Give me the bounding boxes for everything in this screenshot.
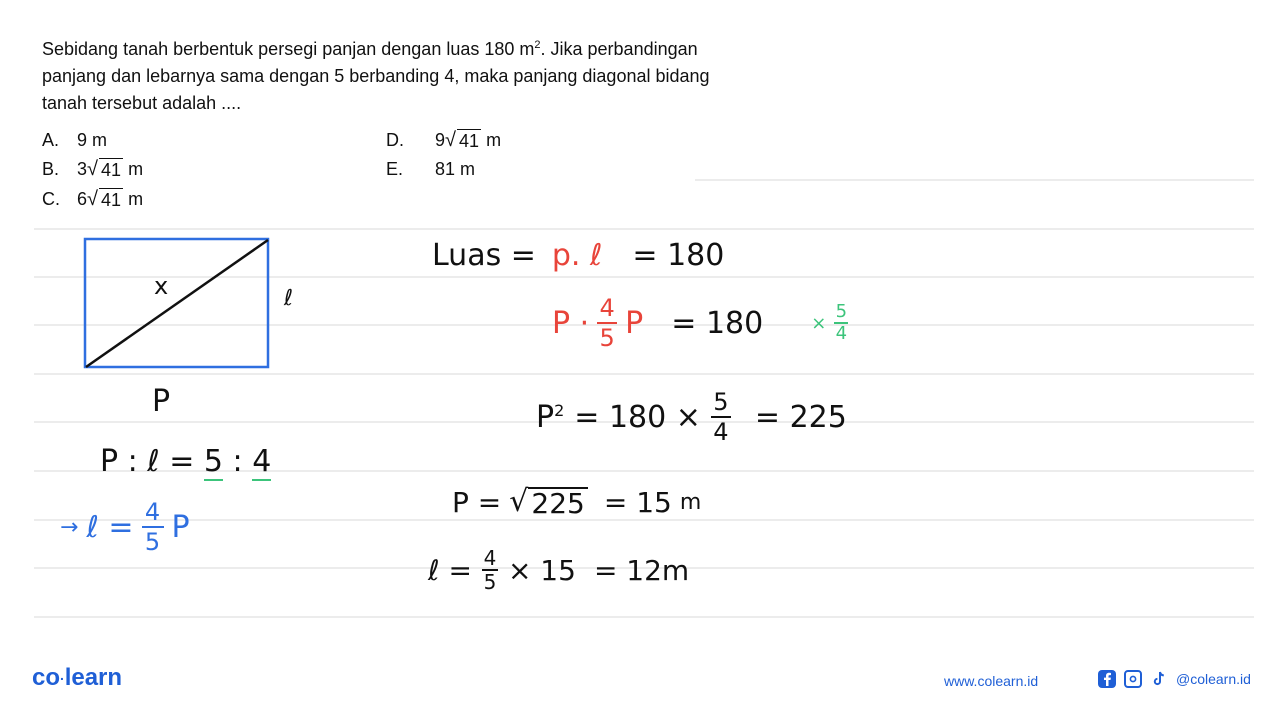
question-text xyxy=(42,32,722,117)
work-line-4 xyxy=(452,483,702,520)
l2-var: P xyxy=(625,305,644,341)
rectangle-diagram xyxy=(80,234,280,374)
l5-den: 5 xyxy=(483,570,497,594)
question-sup: 2 xyxy=(534,39,541,51)
work-line-3 xyxy=(536,390,847,444)
l2-den: 5 xyxy=(599,324,615,352)
l2-mden: 4 xyxy=(835,323,848,344)
option-d-letter: D. xyxy=(386,130,404,150)
option-b-letter: B. xyxy=(42,159,60,179)
l2-mnum: 5 xyxy=(835,301,848,322)
option-a-letter: A. xyxy=(42,130,60,150)
l5-l: ℓ = xyxy=(428,553,472,587)
logo-part-a: co xyxy=(32,664,61,691)
option-c[interactable] xyxy=(42,187,143,211)
l4-p: P = xyxy=(452,486,502,519)
l4-unit: m xyxy=(679,490,702,515)
footer-social xyxy=(1098,670,1251,688)
luas-pl: p. ℓ xyxy=(551,238,603,273)
diagonal-label: x xyxy=(154,272,169,300)
option-e-value: 81 m xyxy=(435,159,476,179)
work-line-2 xyxy=(552,296,848,350)
logo-part-b: learn xyxy=(64,664,123,691)
l2-num: 4 xyxy=(599,294,615,322)
option-b-unit: m xyxy=(128,159,144,179)
l-eq-num: 4 xyxy=(144,498,161,526)
option-b-radicand: 41 xyxy=(101,160,122,180)
l4-sqrt: √ 225 xyxy=(509,487,588,519)
l-eq-lhs: ℓ = xyxy=(86,509,134,545)
footer-url[interactable]: www.colearn.id xyxy=(944,673,1039,689)
option-d-unit: m xyxy=(486,130,502,150)
question-part-1: Sebidang tanah berbentuk persegi panjan dengan luas 180 m xyxy=(42,39,535,59)
l-eq-den: 5 xyxy=(144,528,161,556)
l-eq-frac xyxy=(142,500,164,554)
option-e-letter: E. xyxy=(386,159,404,179)
ratio-four: 4 xyxy=(252,444,272,479)
facebook-icon[interactable] xyxy=(1098,670,1116,688)
l3-res: = 225 xyxy=(754,399,847,435)
luas-value: = 180 xyxy=(632,238,725,273)
l2-p: P · xyxy=(552,305,590,341)
l5-frac xyxy=(482,548,498,592)
l4-radicand: 225 xyxy=(528,487,587,519)
l5-mul: × 15 xyxy=(507,553,576,587)
l3-den: 4 xyxy=(713,418,729,446)
option-c-sqrt: √ 41 xyxy=(87,188,122,210)
instagram-icon[interactable] xyxy=(1124,670,1142,688)
colearn-logo[interactable] xyxy=(32,664,122,692)
l2-frac xyxy=(597,296,617,350)
option-e[interactable] xyxy=(386,157,475,181)
l5-num: 4 xyxy=(483,546,497,570)
l5-res: = 12m xyxy=(593,553,690,587)
ratio-colon: : xyxy=(232,444,243,479)
l3-num: 5 xyxy=(713,388,729,416)
l3-p: $P^2$ xyxy=(536,399,565,435)
option-b[interactable] xyxy=(42,157,143,181)
option-c-coef: 6 xyxy=(77,189,88,209)
ratio-line xyxy=(100,444,271,479)
side-label: ℓ xyxy=(284,286,294,311)
arrow-icon: → xyxy=(60,514,79,540)
work-line-1 xyxy=(432,238,724,273)
footer-handle[interactable]: @colearn.id xyxy=(1176,671,1251,687)
work-line-5 xyxy=(428,548,689,592)
l2-mul: × xyxy=(811,312,827,334)
option-b-coef: 3 xyxy=(77,159,88,179)
option-c-unit: m xyxy=(128,189,144,209)
option-d[interactable] xyxy=(386,128,501,152)
logo-dot: · xyxy=(60,670,65,687)
l-eq-var: P xyxy=(171,509,190,545)
option-b-sqrt: √ 41 xyxy=(87,158,122,180)
l4-res: = 15 xyxy=(603,486,672,519)
l3-eq: = 180 × xyxy=(574,399,701,435)
ratio-lhs: P : ℓ = xyxy=(100,444,195,479)
l2-eq: = 180 xyxy=(671,305,764,341)
tiktok-icon[interactable] xyxy=(1150,670,1168,688)
option-a-value: 9 m xyxy=(77,130,108,150)
option-d-coef: 9 xyxy=(435,130,446,150)
option-a[interactable] xyxy=(42,128,107,152)
option-d-sqrt: √ 41 xyxy=(445,129,480,151)
question-part-2: . Jika perbandingan panjang dan lebarnya sama dengan 5 berbanding 4, maka panjang diagonal bidang tanah tersebut adalah .... xyxy=(42,39,710,113)
option-c-radicand: 41 xyxy=(101,190,122,210)
bottom-label: P xyxy=(152,384,171,419)
ratio-five: 5 xyxy=(203,444,223,479)
l3-frac xyxy=(711,390,731,444)
luas-label: Luas = xyxy=(432,238,536,273)
option-d-radicand: 41 xyxy=(459,131,480,151)
l3-exp: 2 xyxy=(554,400,565,420)
l2-mfrac xyxy=(834,303,848,343)
option-c-letter: C. xyxy=(42,189,60,209)
l-equation xyxy=(60,500,190,554)
